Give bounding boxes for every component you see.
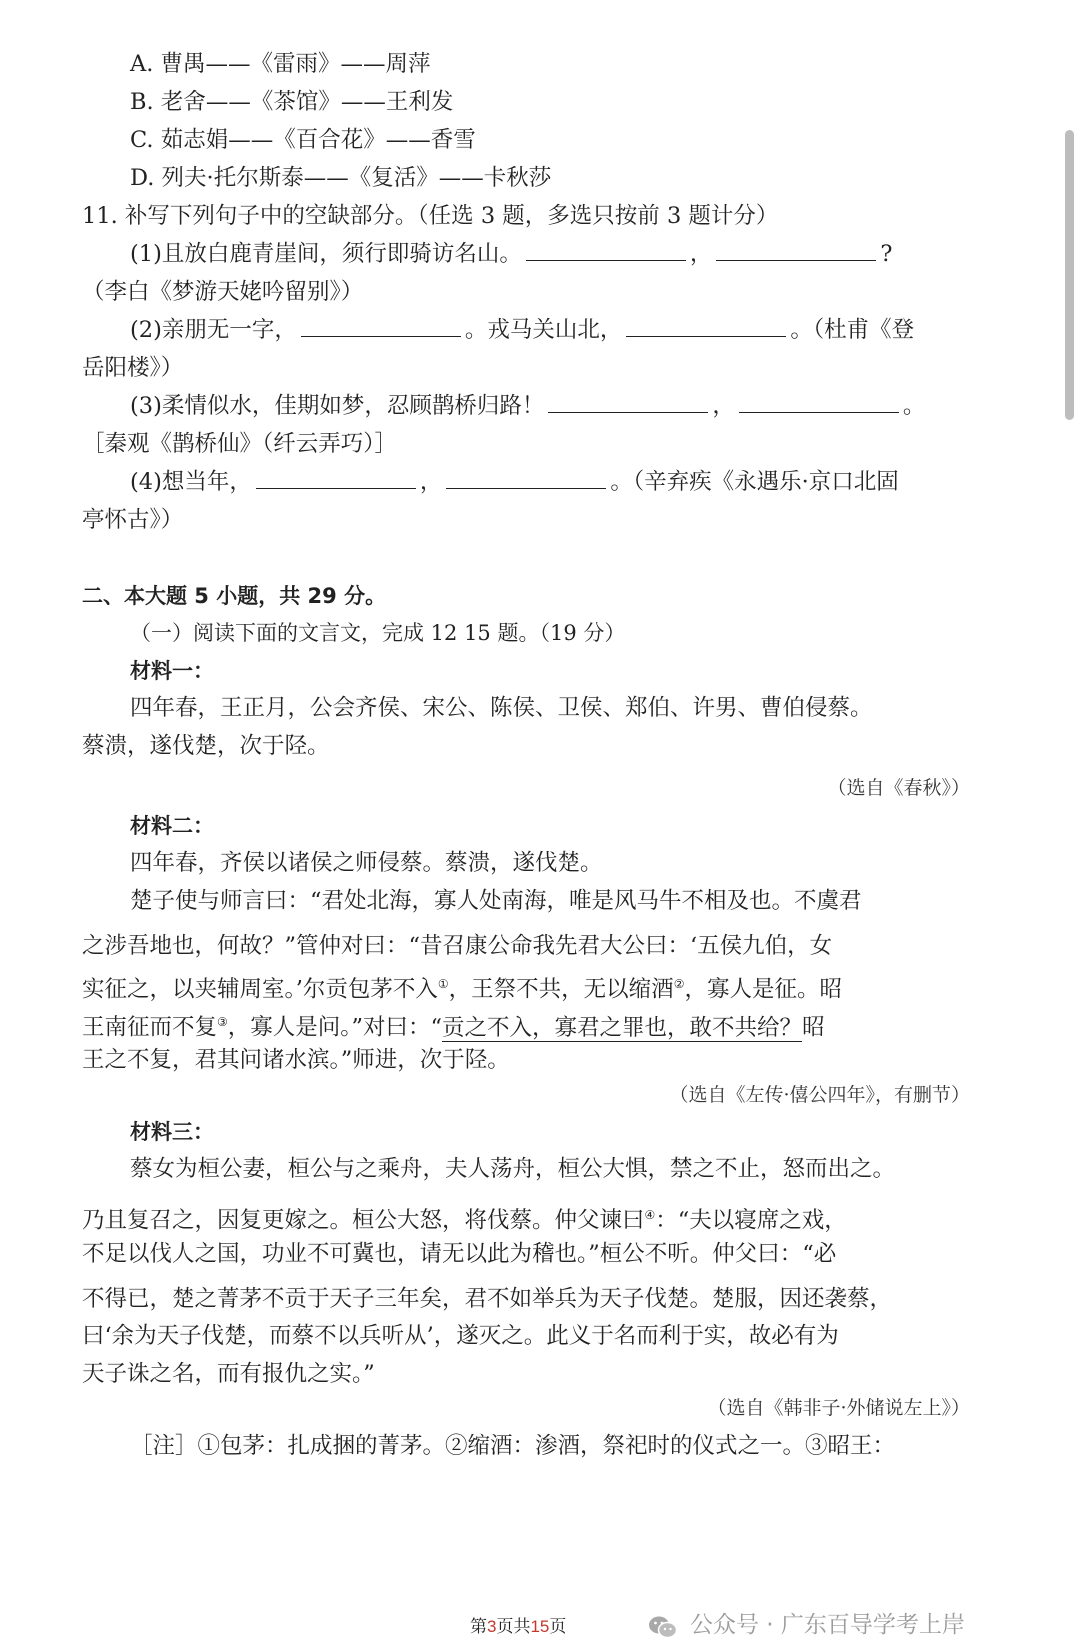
material-2-line: 楚子使与师言曰：“君处北海，寡人处南海，唯是风马牛不相及也。不虞君 — [130, 888, 862, 914]
section-2-title: 二、本大题 5 小题，共 29 分。 — [82, 584, 387, 608]
q11-item-2-cont: 岳阳楼》） — [82, 355, 184, 381]
material-2-line: 四年春，齐侯以诸侯之师侵蔡。蔡溃，遂伐楚。 — [130, 850, 603, 876]
question-11-title: 11. 补写下列句子中的空缺部分。（任选 3 题，多选只按前 3 题计分） — [82, 203, 779, 229]
q11-item-4-text: (4)想当年， — [130, 469, 252, 495]
material-1-line: 蔡溃，遂伐楚，次于陉。 — [82, 733, 330, 759]
text-run: 昭 — [802, 1014, 825, 1041]
material-3-line — [82, 1197, 982, 1239]
answer-blank[interactable] — [716, 238, 876, 261]
q11-item-4-end: 。（辛弃疾《永遇乐·京口北固 — [610, 469, 899, 495]
text-run: 王南征而不复 — [82, 1014, 218, 1041]
text-run: 实征之，以夹辅周室。’尔贡包茅不入 — [82, 976, 438, 1003]
material-1-line: 四年春，王正月，公会齐侯、宋公、陈侯、卫侯、郑伯、许男、曹伯侵蔡。 — [130, 695, 873, 721]
q11-item-3-source: ［秦观《鹊桥仙》（纤云弄巧）］ — [82, 431, 398, 457]
material-2-line — [82, 966, 982, 1008]
answer-blank[interactable] — [256, 466, 416, 489]
comma: ， — [712, 393, 735, 419]
text-run: ，王祭不共，无以缩酒 — [448, 976, 674, 1003]
page-number-mid: 页共 — [496, 1617, 531, 1636]
current-page: 3 — [487, 1617, 497, 1636]
answer-blank[interactable] — [301, 314, 461, 337]
answer-blank[interactable] — [446, 466, 606, 489]
footnote-ref: ③ — [217, 1015, 228, 1029]
material-2-heading: 材料二： — [130, 814, 214, 838]
page-footer — [0, 1606, 1080, 1646]
answer-blank[interactable] — [548, 390, 708, 413]
watermark-text: 公众号 · 广东百导学考上岸 — [690, 1612, 965, 1638]
q11-item-2-text: (2)亲朋无一字， — [130, 317, 297, 343]
footnote-ref: ② — [673, 977, 685, 991]
answer-blank[interactable] — [626, 314, 786, 337]
underlined-sentence: 贡之不入，寡君之罪也，敢不共给？ — [442, 1014, 803, 1041]
material-2-line: 王之不复，君其问诸水滨。”师进，次于陉。 — [82, 1047, 510, 1073]
material-3-line: 不足以伐人之国，功业不可冀也，请无以此为稽也。”桓公不听。仲父曰：“必 — [82, 1241, 837, 1267]
material-3-heading: 材料三： — [130, 1120, 214, 1144]
q11-item-4 — [130, 464, 1030, 500]
wechat-icon — [648, 1614, 678, 1640]
material-1-heading: 材料一： — [130, 659, 214, 683]
option-d: D. 列夫·托尔斯泰——《复活》——卡秋莎 — [130, 165, 552, 191]
total-pages: 15 — [530, 1617, 550, 1636]
material-3-line: 不得已，楚之菁茅不贡于天子三年矣，君不如举兵为天子伐楚。楚服，因还袭蔡， — [82, 1286, 893, 1312]
section-2-subtitle: （一）阅读下面的文言文，完成 12 15 题。（19 分） — [130, 621, 626, 645]
q11-item-2-end: 。（杜甫《登 — [790, 317, 915, 343]
option-a: A. 曹禺——《雷雨》——周萍 — [130, 51, 431, 77]
material-3-line: 曰‘余为天子伐楚，而蔡不以兵听从’，遂灭之。此义于名而利于实，故必有为 — [82, 1323, 839, 1349]
answer-blank[interactable] — [739, 390, 899, 413]
text-run: ：“夫以寝席之戏， — [655, 1207, 847, 1234]
q11-item-2 — [130, 312, 1030, 348]
footnote-ref: ④ — [644, 1208, 656, 1222]
material-2-source: （选自《左传·僖公四年》，有删节） — [669, 1084, 970, 1106]
material-3-line: 蔡女为桓公妻，桓公与之乘舟，夫人荡舟，桓公大惧，禁之不止，怒而出之。 — [130, 1156, 896, 1182]
q11-item-1-source: （李白《梦游天姥吟留别》） — [82, 279, 364, 305]
q11-item-2-mid: 。戎马关山北， — [464, 317, 623, 343]
q11-item-1-end: ? — [880, 241, 893, 267]
page-number-prefix: 第 — [470, 1617, 487, 1636]
footnote-ref: ① — [437, 977, 449, 991]
footnotes: ［注］①包茅：扎成捆的菁茅。②缩酒：渗酒，祭祀时的仪式之一。③昭王： — [130, 1433, 896, 1459]
material-3-source: （选自《韩非子·外储说左上》） — [707, 1397, 970, 1419]
q11-item-3-end: 。 — [902, 393, 926, 419]
q11-item-1 — [130, 236, 1030, 272]
answer-blank[interactable] — [526, 238, 686, 261]
q11-item-4-cont: 亭怀古》） — [82, 507, 184, 533]
material-3-line: 天子诛之名，而有报仇之实。” — [82, 1361, 375, 1387]
text-run: 乃且复召之，因复更嫁之。桓公大怒，将伐蔡。仲父谏曰 — [82, 1207, 645, 1234]
material-2-line — [82, 1004, 982, 1046]
q11-item-1-text: (1)且放白鹿青崖间，须行即骑访名山。 — [130, 241, 522, 267]
comma: ， — [419, 469, 443, 495]
text-run: ，寡人是问。”对曰：“ — [227, 1014, 443, 1041]
material-2-line: 之涉吾地也，何故？”管仲对曰：“昔召康公命我先君大公曰：‘五侯九伯，女 — [82, 933, 833, 959]
scrollbar-thumb[interactable] — [1065, 130, 1074, 420]
page-number — [470, 1612, 566, 1637]
option-b: B. 老舍——《茶馆》——王利发 — [130, 89, 454, 115]
comma: ， — [689, 241, 713, 267]
material-1-source: （选自《春秋》） — [827, 777, 970, 799]
text-run: ，寡人是征。昭 — [684, 976, 842, 1003]
q11-item-3 — [130, 388, 1030, 424]
option-c: C. 茹志娟——《百合花》——香雪 — [130, 127, 476, 153]
q11-item-3-text: (3)柔情似水，佳期如梦，忍顾鹊桥归路！ — [130, 393, 545, 419]
page-number-suffix: 页 — [549, 1617, 567, 1636]
